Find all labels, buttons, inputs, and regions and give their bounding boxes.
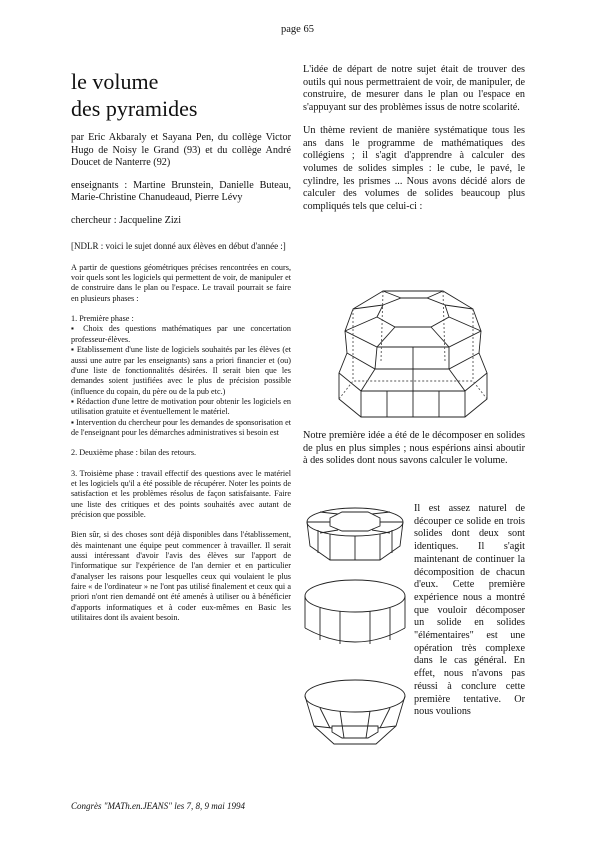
phase1-item: ▪ Rédaction d'une lettre de motivation pour obtenir les logiciels en utilisation gratuite et éventuellement le matériel. bbox=[71, 396, 291, 417]
editor-note: [NDLR : voici le sujet donné aux élèves en début d'année :] bbox=[71, 240, 286, 251]
lower-frustum bbox=[305, 680, 405, 744]
phase1-item: ▪ Choix des questions mathématiques par une concertation professeur-élèves. bbox=[71, 324, 291, 344]
right-column bbox=[303, 64, 525, 214]
title-line-2: des pyramides bbox=[71, 96, 198, 121]
decomposition-figure bbox=[300, 500, 410, 772]
article-title bbox=[71, 68, 291, 122]
phase1-item: ▪ Etablissement d'une liste de logiciels souhaités par les élèves (et aussi une autre par les enseignants) sans a priori financier et (ou) d'une liste de fonctionnalités désirées. Il serait bien que les demandes soient justifiées avec le plus de précision possible (influence du copain, du père ou de la pub etc.) bbox=[71, 345, 291, 396]
phase3-text: 3. Troisième phase : travail effectif des questions avec le matériel et les logiciels qu'il a été possible de récupérer. Noter les points de satisfaction et les problèmes résolus de façon satisfaisante. Faire une liste des critiques et des points souhaités avec autant de précision que possible. bbox=[71, 468, 291, 519]
subject-text bbox=[71, 263, 291, 624]
teachers-list: enseignants : Martine Brunstein, Danielle Buteau, Marie-Christine Chanudeaud, Pierre Lévy bbox=[71, 179, 291, 204]
decomposition-text bbox=[414, 503, 525, 719]
left-column bbox=[71, 64, 291, 623]
closing-paragraph: Bien sûr, si des choses sont déjà disponibles dans l'établissement, dès maintenant une équipe peut commencer à travailler. Il serait aussi intéressant d'avoir l'avis des élèves sur l'apport de l'informatique sur l'expérience de l'an dernier et en particulier d'analyser les raisons pour lesquelles ceux qui voulaient le plus faire « de l'ordinateur » ne l'ont pas utilisé finalement et ceux qui a priori n'ont rien demandé ont été amenés à utiliser ou à bénéficier d'apports informatiques et à coder eux-mêmes en Basic les utilitaires dont ils avaient besoin. bbox=[71, 530, 291, 623]
paragraph-theme: Un thème revient de manière systématique tous les ans dans le programme de mathématiques des collégiens ; il s'agit d'apprendre à calculer des volumes de solides simples : le cube, le pavé, le cylindre, les prismes ... Nous avons décidé alors de calculer des volumes de solides beaucoup plus compliqués tels que celui-ci : bbox=[303, 124, 525, 213]
paragraph-decompose: Notre première idée a été de le décomposer en solides de plus en plus simples ; nous espérions ainsi aboutir à des solides dont nous savons calculer le volume. bbox=[303, 430, 525, 467]
phase1-title: 1. Première phase : bbox=[71, 314, 134, 324]
decomposition-paragraph bbox=[303, 430, 525, 468]
phase1-item: ▪ Intervention du chercheur pour les demandes de sponsorisation et de l'enseignant pour les démarches administratives si besoin est bbox=[71, 417, 291, 437]
solid-figure bbox=[331, 281, 495, 429]
paragraph-intro: L'idée de départ de notre sujet était de trouver des outils qui nous permettraient de voir, de manipuler, de construire, de mesurer dans le plan ou l'espace en s'appuyant sur des problèmes issus de notre scolarité. bbox=[303, 64, 525, 114]
researcher-name: chercheur : Jacqueline Zizi bbox=[71, 214, 182, 226]
phase2-text: 2. Deuxième phase : bilan des retours. bbox=[71, 448, 197, 458]
subject-intro: A partir de questions géométriques précises rencontrées en cours, voir quels sont les logiciels qui permettent de voir, de manipuler et de construire dans le plan ou l'espace. Le travail pourrait se faire en plusieurs phases : bbox=[71, 262, 291, 303]
upper-frustum bbox=[307, 508, 403, 560]
footer-conference: Congrès "MATh.en.JEANS" les 7, 8, 9 mai 1994 bbox=[71, 801, 245, 811]
paragraph-decomposition-attempt: Il est assez naturel de découper ce solide en trois solides dont deux sont identiques. Il s'agit maintenant de continuer la décomposition de chacun d'eux. Cette première expérience nous a montré que vouloir décomposer un solide en solides "élémentaires" est une opération très complexe dans le cas général. En effet, nous n'avons pas réussi à conclure cette première tentative. Or nous voulions bbox=[414, 503, 525, 718]
middle-cylinder bbox=[305, 580, 405, 644]
authors-byline: par Eric Akbaraly et Sayana Pen, du collège Victor Hugo de Noisy le Grand (93) et du collège André Doucet de Nanterre (92) bbox=[71, 132, 291, 169]
page-number: page 65 bbox=[281, 24, 314, 35]
title-line-1: le volume bbox=[71, 69, 159, 94]
